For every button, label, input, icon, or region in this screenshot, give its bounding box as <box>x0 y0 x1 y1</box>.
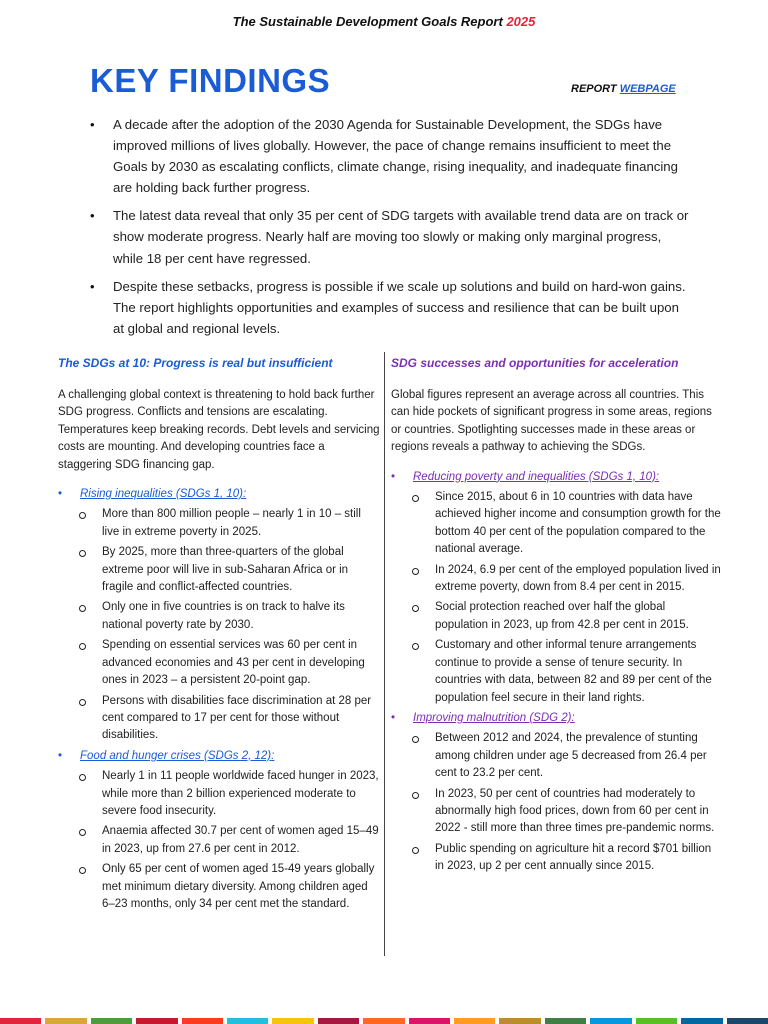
list-item: Between 2012 and 2024, the prevalence of stunting among children under age 5 decreased from 26.4 per cent to 23.2 per cent. <box>391 730 721 782</box>
list-item: By 2025, more than three-quarters of the global extreme poor will live in sub-Saharan Africa or in fragile and conflict-affected countries. <box>58 544 380 596</box>
category-title: • Reducing poverty and inequalities (SDGs 1, 10): <box>391 469 721 486</box>
key-finding-item: • Despite these setbacks, progress is possible if we scale up solutions and build on hard-won gains. The report highlights opportunities and examples of success and resilience that can be built upon at global and regional levels. <box>90 276 690 339</box>
list-item: Persons with disabilities face discrimination at 28 per cent compared to 17 per cent for those without disabilities. <box>58 693 380 745</box>
sdg-stripe-segment <box>590 1018 631 1024</box>
sdg-stripe-segment <box>681 1018 722 1024</box>
category-rising-inequalities <box>58 486 380 745</box>
list-item: Only one in five countries is on track to halve its national poverty rate by 2030. <box>58 599 380 634</box>
list-item: Only 65 per cent of women aged 15-49 years globally met minimum dietary diversity. Among children aged 6–23 months, only 34 per cent met the standard. <box>58 861 380 913</box>
category-food-hunger <box>58 748 380 914</box>
list-item: Anaemia affected 30.7 per cent of women aged 15–49 in 2023, up from 27.6 per cent in 2012. <box>58 823 380 858</box>
category-title: • Rising inequalities (SDGs 1, 10): <box>58 486 380 503</box>
sdg-stripe-segment <box>0 1018 41 1024</box>
category-title-text: Improving malnutrition (SDG 2) <box>413 711 572 724</box>
report-header <box>0 14 768 29</box>
list-item: More than 800 million people – nearly 1 in 10 – still live in extreme poverty in 2025. <box>58 506 380 541</box>
sdg-stripe-segment <box>499 1018 540 1024</box>
key-finding-item: • The latest data reveal that only 35 per cent of SDG targets with available trend data are on track or show moderate progress. Nearly half are moving too slowly or making only marginal progress, while 18 per cent have regressed. <box>90 205 690 268</box>
sdg-stripe-segment <box>727 1018 768 1024</box>
sdg-stripe-segment <box>409 1018 450 1024</box>
category-items <box>58 768 380 913</box>
sdg-stripe-segment <box>136 1018 177 1024</box>
page-title: KEY FINDINGS <box>90 62 331 99</box>
key-finding-item: • A decade after the adoption of the 2030 Agenda for Sustainable Development, the SDGs have improved millions of lives globally. However, the pace of change remains insufficient to meet the Goals by 2030 as escalating conflicts, climate change, rising inequality, and inadequate financing are holding back further progress. <box>90 114 690 198</box>
list-item: Public spending on agriculture hit a record $701 billion in 2023, up 2 per cent annually since 2015. <box>391 841 721 876</box>
sdg-stripe-segment <box>636 1018 677 1024</box>
category-reducing-poverty <box>391 469 721 707</box>
report-link-prefix: REPORT <box>571 83 617 95</box>
report-webpage-link[interactable]: WEBPAGE <box>619 83 676 95</box>
list-item: Social protection reached over half the global population in 2023, up from 42.8 per cent in 2015. <box>391 599 721 634</box>
sdg-stripe-segment <box>272 1018 313 1024</box>
list-item: Spending on essential services was 60 per cent in advanced economies and 43 per cent in developing ones in 2023 – a persistent 20-point gap. <box>58 637 380 689</box>
sdg-stripe-segment <box>227 1018 268 1024</box>
category-items <box>391 489 721 707</box>
right-column-heading: SDG successes and opportunities for acceleration <box>391 356 679 370</box>
left-column-intro: A challenging global context is threatening to hold back further SDG progress. Conflicts and tensions are escalating. Temperatures keep breaking records. Debt levels and servicing costs are mounting. And developing countries face a staggering SDG financing gap. <box>58 389 380 471</box>
category-title-text: Rising inequalities (SDGs 1, 10) <box>80 488 243 501</box>
sdg-stripe-segment <box>454 1018 495 1024</box>
category-title: • Improving malnutrition (SDG 2): <box>391 710 721 727</box>
report-header-year: 2025 <box>506 14 536 29</box>
report-webpage-link-group <box>571 83 676 95</box>
list-item: Nearly 1 in 11 people worldwide faced hunger in 2023, while more than 2 billion experienced moderate to severe food insecurity. <box>58 768 380 820</box>
list-item: In 2024, 6.9 per cent of the employed population lived in extreme poverty, down from 8.4 per cent in 2015. <box>391 562 721 597</box>
sdg-stripe-segment <box>363 1018 404 1024</box>
key-findings-list <box>90 114 690 346</box>
column-divider <box>384 352 385 956</box>
category-title-text: Food and hunger crises (SDGs 2, 12) <box>80 749 272 762</box>
sdg-stripe-segment <box>182 1018 223 1024</box>
sdg-stripe-segment <box>91 1018 132 1024</box>
list-item: In 2023, 50 per cent of countries had moderately to abnormally high food prices, down from 60 per cent in 2022 - still more than three times pre-pandemic norms. <box>391 786 721 838</box>
category-improving-malnutrition <box>391 710 721 876</box>
list-item: Since 2015, about 6 in 10 countries with data have achieved higher income and consumption growth for the bottom 40 per cent of the population compared to the national average. <box>391 489 721 559</box>
left-column <box>58 354 380 916</box>
category-title-text: Reducing poverty and inequalities (SDGs 1, 10) <box>413 470 656 483</box>
sdg-color-stripe <box>0 1018 768 1024</box>
sdg-stripe-segment <box>545 1018 586 1024</box>
report-header-title: The Sustainable Development Goals Report <box>232 14 503 29</box>
sdg-stripe-segment <box>45 1018 86 1024</box>
right-column-intro: Global figures represent an average across all countries. This can hide pockets of significant progress in some areas, regions or countries. Spotlighting successes made in these areas or regions reveals a pathway to achieving the SDGs. <box>391 389 712 454</box>
left-column-heading: The SDGs at 10: Progress is real but insufficient <box>58 356 333 370</box>
category-items <box>391 730 721 875</box>
right-column <box>391 354 721 879</box>
category-items <box>58 506 380 744</box>
category-title: • Food and hunger crises (SDGs 2, 12): <box>58 748 380 765</box>
list-item: Customary and other informal tenure arrangements continue to provide a sense of tenure security. In countries with data, between 82 and 89 per cent of the population feel secure in their land rights. <box>391 637 721 707</box>
sdg-stripe-segment <box>318 1018 359 1024</box>
